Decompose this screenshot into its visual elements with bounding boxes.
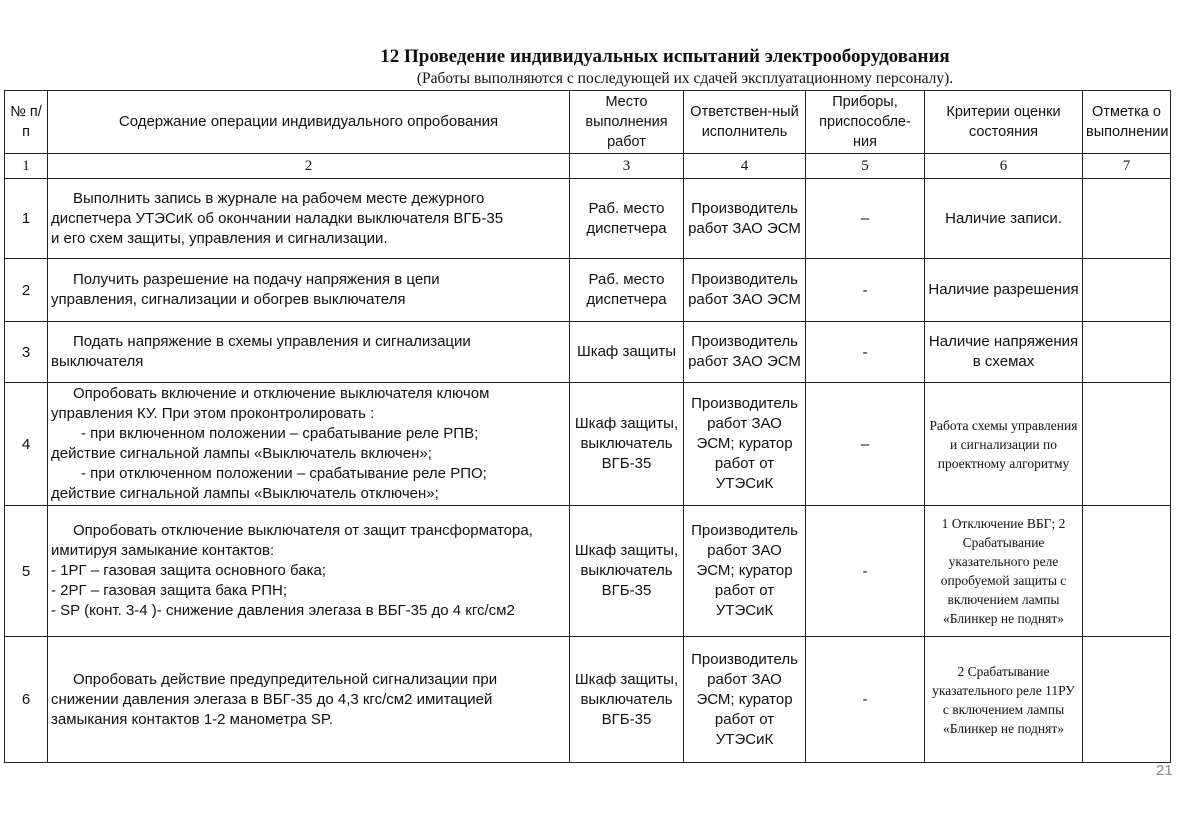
operation-content: Опробовать включение и отключение выключателя ключом управления КУ. При этом проконтролировать : - при включенном положении – срабатывание реле РПВ; действие сигнальной лампы «Выключатель включен»; - при отключенном положении – срабатывание реле РПО; действие сигнальной лампы «Выключатель отключен»;: [48, 383, 570, 506]
header-responsible: Ответствен-ный исполнитель: [684, 91, 806, 154]
row-number: 6: [5, 637, 48, 763]
section-subtitle: (Работы выполняются с последующей их сдачей эксплуатационному персоналу).: [416, 70, 954, 87]
column-number: 5: [806, 154, 925, 179]
column-number: 4: [684, 154, 806, 179]
responsible-person: Производитель работ ЗАО ЭСМ: [684, 322, 806, 383]
row-number: 2: [5, 259, 48, 322]
criteria: 2 Срабатывание указательного реле 11РУ с включением лампы «Блинкер не поднят»: [925, 637, 1083, 763]
column-number-row: [5, 154, 1171, 179]
row-number: 4: [5, 383, 48, 506]
table-header-row: [5, 91, 1171, 154]
completion-mark: [1083, 179, 1171, 259]
responsible-person: Производитель работ ЗАО ЭСМ; куратор работ от УТЭСиК: [684, 383, 806, 506]
row-number: 3: [5, 322, 48, 383]
completion-mark: [1083, 322, 1171, 383]
column-number: 2: [48, 154, 570, 179]
operation-content: Выполнить запись в журнале на рабочем месте дежурного диспетчера УТЭСиК об окончании наладки выключателя ВГБ-35 и его схем защиты, управления и сигнализации.: [48, 179, 570, 259]
table-row: [5, 506, 1171, 637]
completion-mark: [1083, 506, 1171, 637]
work-place: Шкаф защиты: [570, 322, 684, 383]
column-number: 3: [570, 154, 684, 179]
work-place: Шкаф защиты, выключатель ВГБ-35: [570, 506, 684, 637]
completion-mark: [1083, 637, 1171, 763]
devices: –: [806, 383, 925, 506]
table-row: [5, 383, 1171, 506]
table-row: [5, 322, 1171, 383]
criteria: 1 Отключение ВБГ; 2 Срабатывание указательного реле опробуемой защиты с включением лампы «Блинкер не поднят»: [925, 506, 1083, 637]
section-title: 12 Проведение индивидуальных испытаний электрооборудования: [380, 46, 950, 67]
responsible-person: Производитель работ ЗАО ЭСМ; куратор работ от УТЭСиК: [684, 506, 806, 637]
table-row: [5, 259, 1171, 322]
operation-content: Опробовать действие предупредительной сигнализации при снижении давления элегаза в ВБГ-35 до 4,3 кгс/см2 имитацией замыкания контактов 1-2 манометра SP.: [48, 637, 570, 763]
header-num: № п/п: [5, 91, 48, 154]
operation-content: Получить разрешение на подачу напряжения в цепи управления, сигнализации и обогрев выключателя: [48, 259, 570, 322]
column-number: 6: [925, 154, 1083, 179]
header-devices: Приборы, приспособле-ния: [806, 91, 925, 154]
operation-content: Опробовать отключение выключателя от защит трансформатора, имитируя замыкание контактов: - 1РГ – газовая защита основного бака; - 2РГ – газовая защита бака РПН; - SP (конт. 3-4 )- снижение давления элегаза в ВБГ-35 до 4 кгс/см2: [48, 506, 570, 637]
header-place: Место выполнения работ: [570, 91, 684, 154]
responsible-person: Производитель работ ЗАО ЭСМ; куратор работ от УТЭСиК: [684, 637, 806, 763]
work-place: Раб. место диспетчера: [570, 179, 684, 259]
devices: –: [806, 179, 925, 259]
header-mark: Отметка о выполнении: [1083, 91, 1171, 154]
criteria: Наличие напряжения в схемах: [925, 322, 1083, 383]
criteria: Работа схемы управления и сигнализации по проектному алгоритму: [925, 383, 1083, 506]
tests-table: [4, 90, 1171, 763]
row-number: 1: [5, 179, 48, 259]
completion-mark: [1083, 259, 1171, 322]
column-number: 7: [1083, 154, 1171, 179]
devices: -: [806, 506, 925, 637]
header-criteria: Критерии оценки состояния: [925, 91, 1083, 154]
column-number: 1: [5, 154, 48, 179]
devices: -: [806, 322, 925, 383]
devices: -: [806, 259, 925, 322]
responsible-person: Производитель работ ЗАО ЭСМ: [684, 179, 806, 259]
table-row: [5, 637, 1171, 763]
devices: -: [806, 637, 925, 763]
operation-content: Подать напряжение в схемы управления и сигнализации выключателя: [48, 322, 570, 383]
work-place: Шкаф защиты, выключатель ВГБ-35: [570, 383, 684, 506]
completion-mark: [1083, 383, 1171, 506]
responsible-person: Производитель работ ЗАО ЭСМ: [684, 259, 806, 322]
criteria: Наличие разрешения: [925, 259, 1083, 322]
row-number: 5: [5, 506, 48, 637]
page-number: 21: [1156, 762, 1173, 779]
work-place: Раб. место диспетчера: [570, 259, 684, 322]
criteria: Наличие записи.: [925, 179, 1083, 259]
header-content: Содержание операции индивидуального опробования: [48, 91, 570, 154]
table-row: [5, 179, 1171, 259]
work-place: Шкаф защиты, выключатель ВГБ-35: [570, 637, 684, 763]
